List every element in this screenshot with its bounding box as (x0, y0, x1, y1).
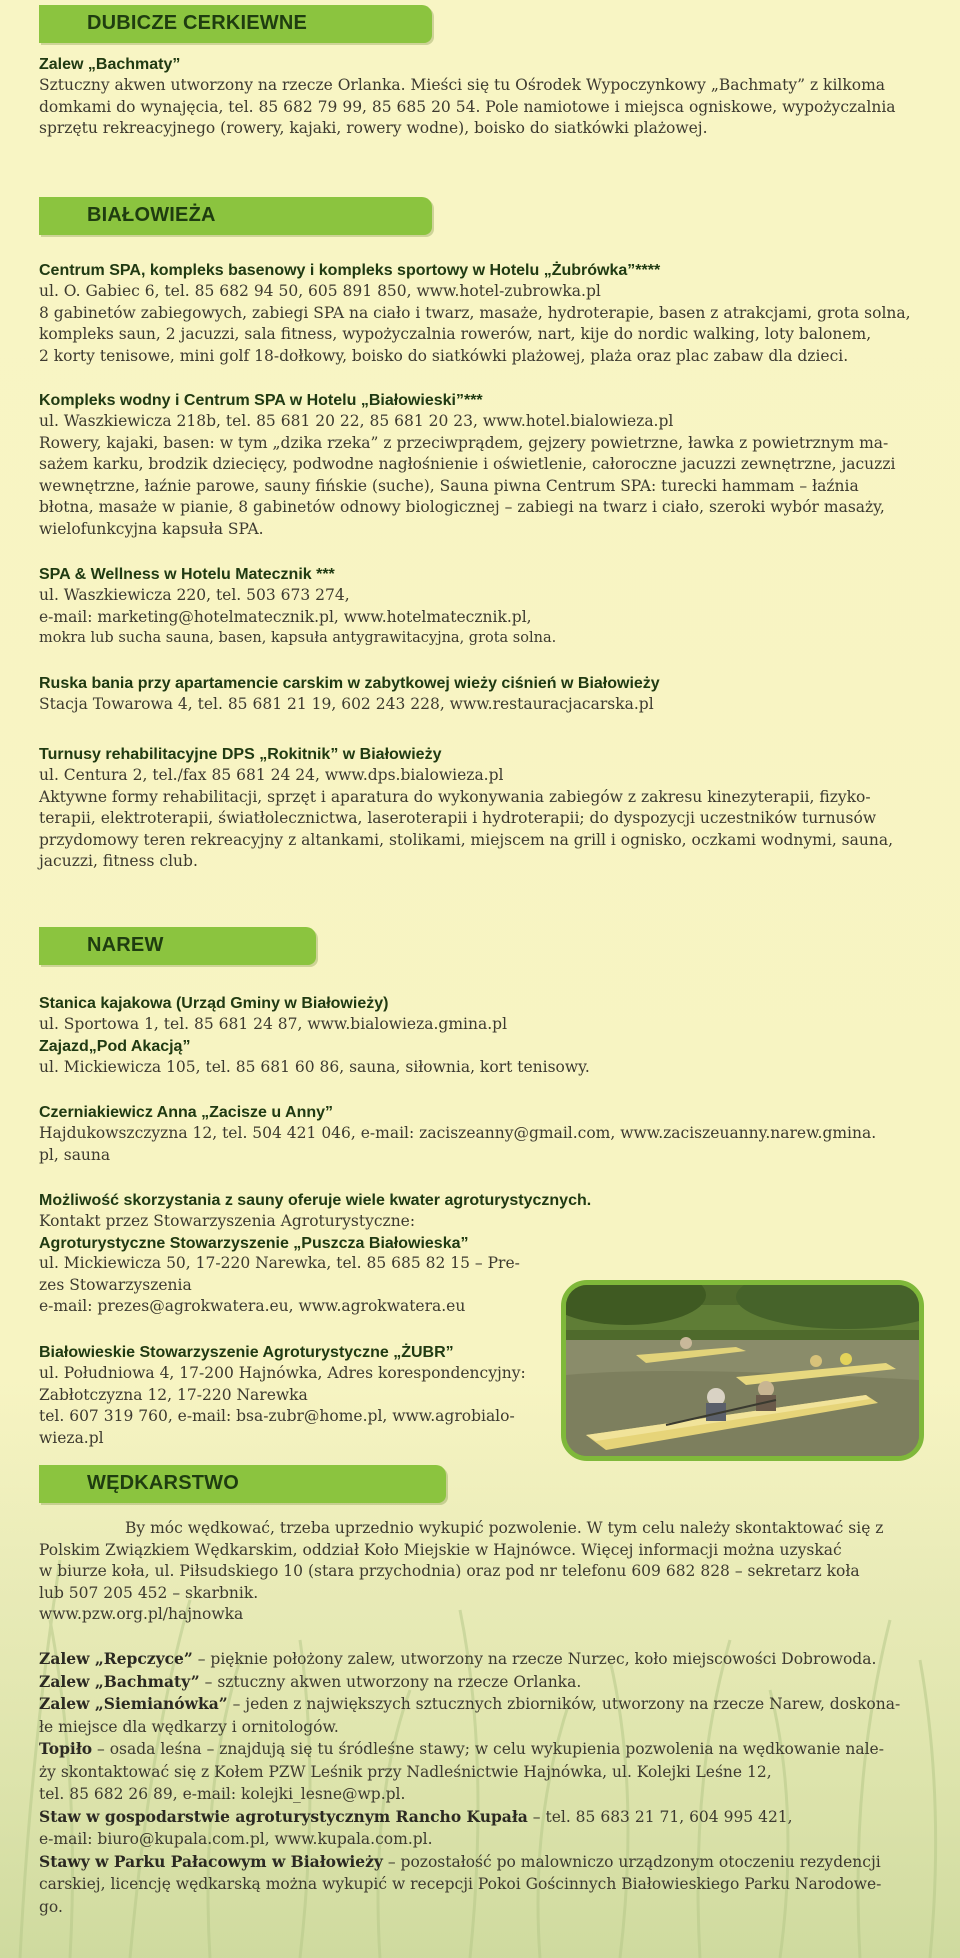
entry-line: domkami do wynajęcia, tel. 85 682 79 99, 85 685 20 54. Pole namiotowe i miejsca ogniskowe, wypożyczalnia (39, 97, 896, 116)
entry-line: Stacja Towarowa 4, tel. 85 681 21 19, 602 243 228, www.restauracjacarska.pl (39, 695, 654, 713)
section-banner-wedkarstwo (39, 1465, 446, 1503)
list-line (39, 1716, 929, 1739)
entry-title: Centrum SPA, kompleks basenowy i kompleks sportowy w Hotelu „Żubrówka”**** (39, 262, 661, 279)
entry-title: Zalew „Bachmaty” (39, 56, 181, 73)
section-banner-narew (39, 927, 316, 965)
entry-line: wielofunkcyjna kapsuła SPA. (39, 519, 264, 538)
wedkarstwo-list (39, 1648, 929, 1918)
list-line (39, 1671, 929, 1694)
entry-line: terapii, elektroterapii, światłolecznictwa, laseroterapii i hydroterapii; do dyspozycji uczestników turnusów (39, 809, 877, 827)
entry-line: e-mail: marketing@hotelmatecznik.pl, www.hotelmatecznik.pl, (39, 607, 532, 626)
section-title: NAREW (87, 934, 164, 956)
intro-line: w biurze koła, ul. Piłsudskiego 10 (stara przychodnia) oraz pod nr telefonu 609 682 828 – sekretarz koła (39, 1562, 860, 1580)
list-line (39, 1851, 929, 1874)
entry-title: Turnusy rehabilitacyjne DPS „Rokitnik” w Białowieży (39, 746, 442, 763)
list-text: – pięknie położony zalew, utworzony na rzecze Nurzec, koło miejscowości Dobrowoda. (192, 1650, 877, 1668)
entry-line: Zabłotczyzna 12, 17-220 Narewka (39, 1385, 308, 1404)
kayakers-photo (561, 1280, 924, 1461)
entry-line: Kontakt przez Stowarzyszenia Agroturystyczne: (39, 1212, 416, 1230)
entry-line: błotna, masaże w pianie, 8 gabinetów odnowy biologicznej – zabiegi na twarz i ciało, szeroki wybór masaży, (39, 498, 885, 516)
list-text: – tel. 85 683 21 71, 604 995 421, (527, 1807, 793, 1826)
entry-line: Sztuczny akwen utworzony na rzecze Orlanka. Mieści się tu Ośrodek Wypoczynkowy „Bachmaty” z kilkoma (39, 76, 886, 94)
narew-sauna (39, 1190, 929, 1254)
list-text: ży skontaktować się z Kołem PZW Leśnik przy Nadleśnictwie Hajnówka, ul. Kolejki Leśne 12, (39, 1762, 772, 1781)
dubicze-section (39, 54, 929, 140)
entry-line: e-mail: prezes@agrokwatera.eu, www.agrokwatera.eu (39, 1297, 466, 1315)
entry-title: SPA & Wellness w Hotelu Matecznik *** (39, 566, 335, 583)
bialowieza-entry-3 (39, 564, 929, 650)
entry-line: ul. Południowa 4, 17-200 Hajnówka, Adres korespondencyjny: (39, 1364, 526, 1382)
list-text: tel. 85 682 26 89, e-mail: kolejki_lesne@wp.pl. (39, 1785, 406, 1803)
entry-line: wieza.pl (39, 1428, 104, 1447)
list-line (39, 1806, 929, 1829)
intro-line: By móc wędkować, trzeba uprzednio wykupić pozwolenie. W tym celu należy skontaktować się z (125, 1519, 884, 1537)
list-bold: Zalew „Siemianówka” (39, 1694, 228, 1713)
entry-title: Możliwość skorzystania z sauny oferuje wiele kwater agroturystycznych. (39, 1192, 592, 1209)
entry-title: Stanica kajakowa (Urząd Gminy w Białowieży) (39, 995, 389, 1012)
entry-line: Aktywne formy rehabilitacji, sprzęt i aparatura do wykonywania zabiegów z zakresu kinezyterapii, fizyko- (39, 787, 871, 806)
entry-title: Zajazd„Pod Akacją” (39, 1037, 191, 1055)
list-bold: Zalew „Repczyce” (39, 1649, 193, 1668)
section-banner-bialowieza (39, 197, 432, 235)
wedkarstwo-intro (39, 1518, 929, 1626)
entry-title: Ruska bania przy apartamencie carskim w zabytkowej wieży ciśnień w Białowieży (39, 675, 660, 692)
list-text: łe miejsce dla wędkarzy i ornitologów. (39, 1717, 339, 1736)
bialowieza-entry-4 (39, 673, 929, 716)
entry-line: przydomowy teren rekreacyjny z altankami, stolikami, miejscem na grill i ognisko, oczkami wodnymi, sauna, (39, 830, 893, 849)
section-banner-dubicze (39, 5, 432, 43)
entry-line: ul. Waszkiewicza 220, tel. 503 673 274, (39, 586, 350, 604)
list-line (39, 1828, 929, 1851)
list-bold: Staw w gospodarstwie agroturystycznym Rancho Kupała (39, 1806, 528, 1826)
list-line (39, 1873, 929, 1896)
section-title: WĘDKARSTWO (87, 1472, 239, 1494)
bialowieza-entry-5 (39, 744, 929, 873)
narew-czerniakiewicz (39, 1102, 929, 1166)
entry-title: Kompleks wodny i Centrum SPA w Hotelu „Białowieski”*** (39, 392, 483, 409)
entry-line: ul. Centura 2, tel./fax 85 681 24 24, www.dps.bialowieza.pl (39, 766, 504, 784)
entry-line: ul. Waszkiewicza 218b, tel. 85 681 20 22, 85 681 20 23, www.hotel.bialowieza.pl (39, 412, 674, 430)
entry-line: jacuzzi, fitness club. (39, 852, 198, 870)
entry-line: sażem karku, brodzik dziecięcy, podwodne nagłośnienie i oświetlenie, całoroczne jacuzzi zewnętrzne, jacuzzi (39, 455, 896, 473)
list-bold: Zalew „Bachmaty” (39, 1671, 200, 1691)
list-text: – pozostałość po malowniczo urządzonym otoczeniu rezydencji (382, 1852, 881, 1871)
narew-stanica (39, 993, 929, 1078)
entry-line: ul. Mickiewicza 105, tel. 85 681 60 86, sauna, siłownia, kort tenisowy. (39, 1057, 590, 1076)
list-line (39, 1761, 929, 1784)
section-title: DUBICZE CERKIEWNE (87, 12, 308, 34)
list-text: carskiej, licencję wędkarską można wykupić w recepcji Pokoi Gościnnych Białowieskiego Parku Narodowe- (39, 1875, 882, 1893)
pzw-link[interactable]: www.pzw.org.pl/hajnowka (39, 1605, 244, 1623)
entry-line: 2 korty tenisowe, mini golf 18-dołkowy, boisko do siatkówki plażowej, plaża oraz plac zabaw dla dzieci. (39, 346, 849, 365)
list-line (39, 1693, 929, 1716)
list-text: e-mail: biuro@kupala.com.pl, www.kupala.com.pl. (39, 1830, 433, 1848)
intro-line: Polskim Związkiem Wędkarskim, oddział Koło Miejskie w Hajnówce. Więcej informacji można uzyskać (39, 1540, 842, 1559)
entry-line: pl, sauna (39, 1145, 111, 1164)
entry-line: sprzętu rekreacyjnego (rowery, kajaki, rowery wodne), boisko do siatkówki plażowej. (39, 119, 708, 137)
section-title: BIAŁOWIEŻA (87, 204, 216, 226)
narew-zubr (39, 1342, 559, 1449)
entry-line: 8 gabinetów zabiegowych, zabiegi SPA na ciało i twarz, masaże, hydroterapie, basen z atrakcjami, grota solna, (39, 303, 911, 322)
entry-line: tel. 607 319 760, e-mail: bsa-zubr@home.pl, www.agrobialo- (39, 1407, 515, 1425)
entry-line: ul. Sportowa 1, tel. 85 681 24 87, www.bialowieza.gmina.pl (39, 1015, 508, 1033)
bialowieza-entry-2 (39, 390, 929, 540)
entry-line: mokra lub sucha sauna, basen, kapsuła antygrawitacyjna, grota solna. (39, 630, 557, 646)
entry-line: Rowery, kajaki, basen: w tym „dzika rzeka” z przeciwprądem, gejzery powietrzne, ławka z powietrznym ma- (39, 433, 889, 452)
list-line (39, 1738, 929, 1761)
entry-line: wewnętrzne, łaźnie parowe, sauny fińskie (suche), Sauna piwna Centrum SPA: turecki hammam – łaźnia (39, 476, 859, 495)
list-bold: Stawy w Parku Pałacowym w Białowieży (39, 1851, 383, 1871)
list-text: – sztuczny akwen utworzony na rzecze Orlanka. (199, 1672, 582, 1691)
list-text: – jeden z największych sztucznych zbiorników, utworzony na rzecze Narew, doskona- (227, 1695, 901, 1713)
list-text: – osada leśna – znajdują się tu śródleśne stawy; w celu wykupienia pozwolenia na wędkowanie nale- (92, 1740, 884, 1758)
list-line (39, 1783, 929, 1806)
intro-line: lub 507 205 452 – skarbnik. (39, 1583, 259, 1602)
list-line (39, 1648, 929, 1671)
list-text: go. (39, 1897, 63, 1916)
list-bold: Topiło (39, 1739, 93, 1758)
entry-line: kompleks saun, 2 jacuzzi, sala fitness, wypożyczalnia rowerów, nart, kije do nordic walking, loty balonem, (39, 325, 872, 343)
bialowieza-entry-1 (39, 260, 929, 367)
list-line (39, 1896, 929, 1919)
entry-line: ul. Mickiewicza 50, 17-220 Narewka, tel. 85 685 82 15 – Pre- (39, 1254, 520, 1272)
entry-title: Czerniakiewicz Anna „Zacisze u Anny” (39, 1104, 334, 1121)
narew-puszcza (39, 1253, 549, 1318)
entry-title: Białowieskie Stowarzyszenie Agroturystyczne „ŻUBR” (39, 1344, 454, 1361)
entry-line: ul. O. Gabiec 6, tel. 85 682 94 50, 605 891 850, www.hotel-zubrowka.pl (39, 282, 601, 300)
entry-line: Hajdukowszczyzna 12, tel. 504 421 046, e-mail: zaciszeanny@gmail.com, www.zaciszeuanny.narew.gmina. (39, 1124, 877, 1142)
entry-line: zes Stowarzyszenia (39, 1275, 192, 1294)
entry-title: Agroturystyczne Stowarzyszenie „Puszcza Białowieska” (39, 1234, 469, 1252)
